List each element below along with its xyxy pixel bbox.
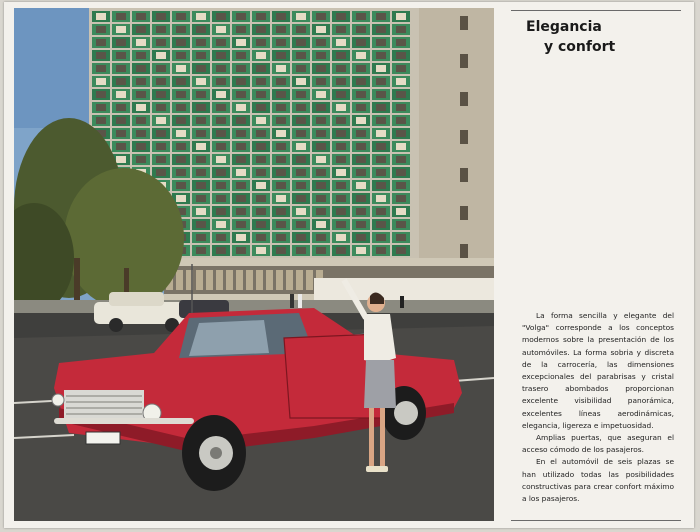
brochure-photo <box>14 8 494 521</box>
top-rule <box>511 10 681 11</box>
brochure-page <box>4 2 694 528</box>
body-text <box>522 310 674 505</box>
paragraph-3: En el automóvil de seis plazas se han utilizado todas las posibilidades constructivas para crear confort máximo a los pasajeros. <box>522 457 674 504</box>
heading-line-1: Elegancia <box>526 19 602 35</box>
bottom-rule <box>511 520 681 521</box>
paragraph-2: Amplias puertas, que aseguran el acceso cómodo de los pasajeros. <box>522 433 674 455</box>
heading-line-2: y confort <box>544 39 616 55</box>
page-heading <box>524 17 684 57</box>
paragraph-1: La forma sencilla y elegante del "Volga" corresponde a los conceptos modernos sobre la presentación de los automóviles. La forma sobria y discreta de la carrocería, las dimensiones excepcionales del parabrisas y cristal trasero abombados proporcionan excelente visibilidad panorámica, excelentes líneas aerodinámicas, elegancia, ligereza e impetuosidad. <box>522 311 674 430</box>
